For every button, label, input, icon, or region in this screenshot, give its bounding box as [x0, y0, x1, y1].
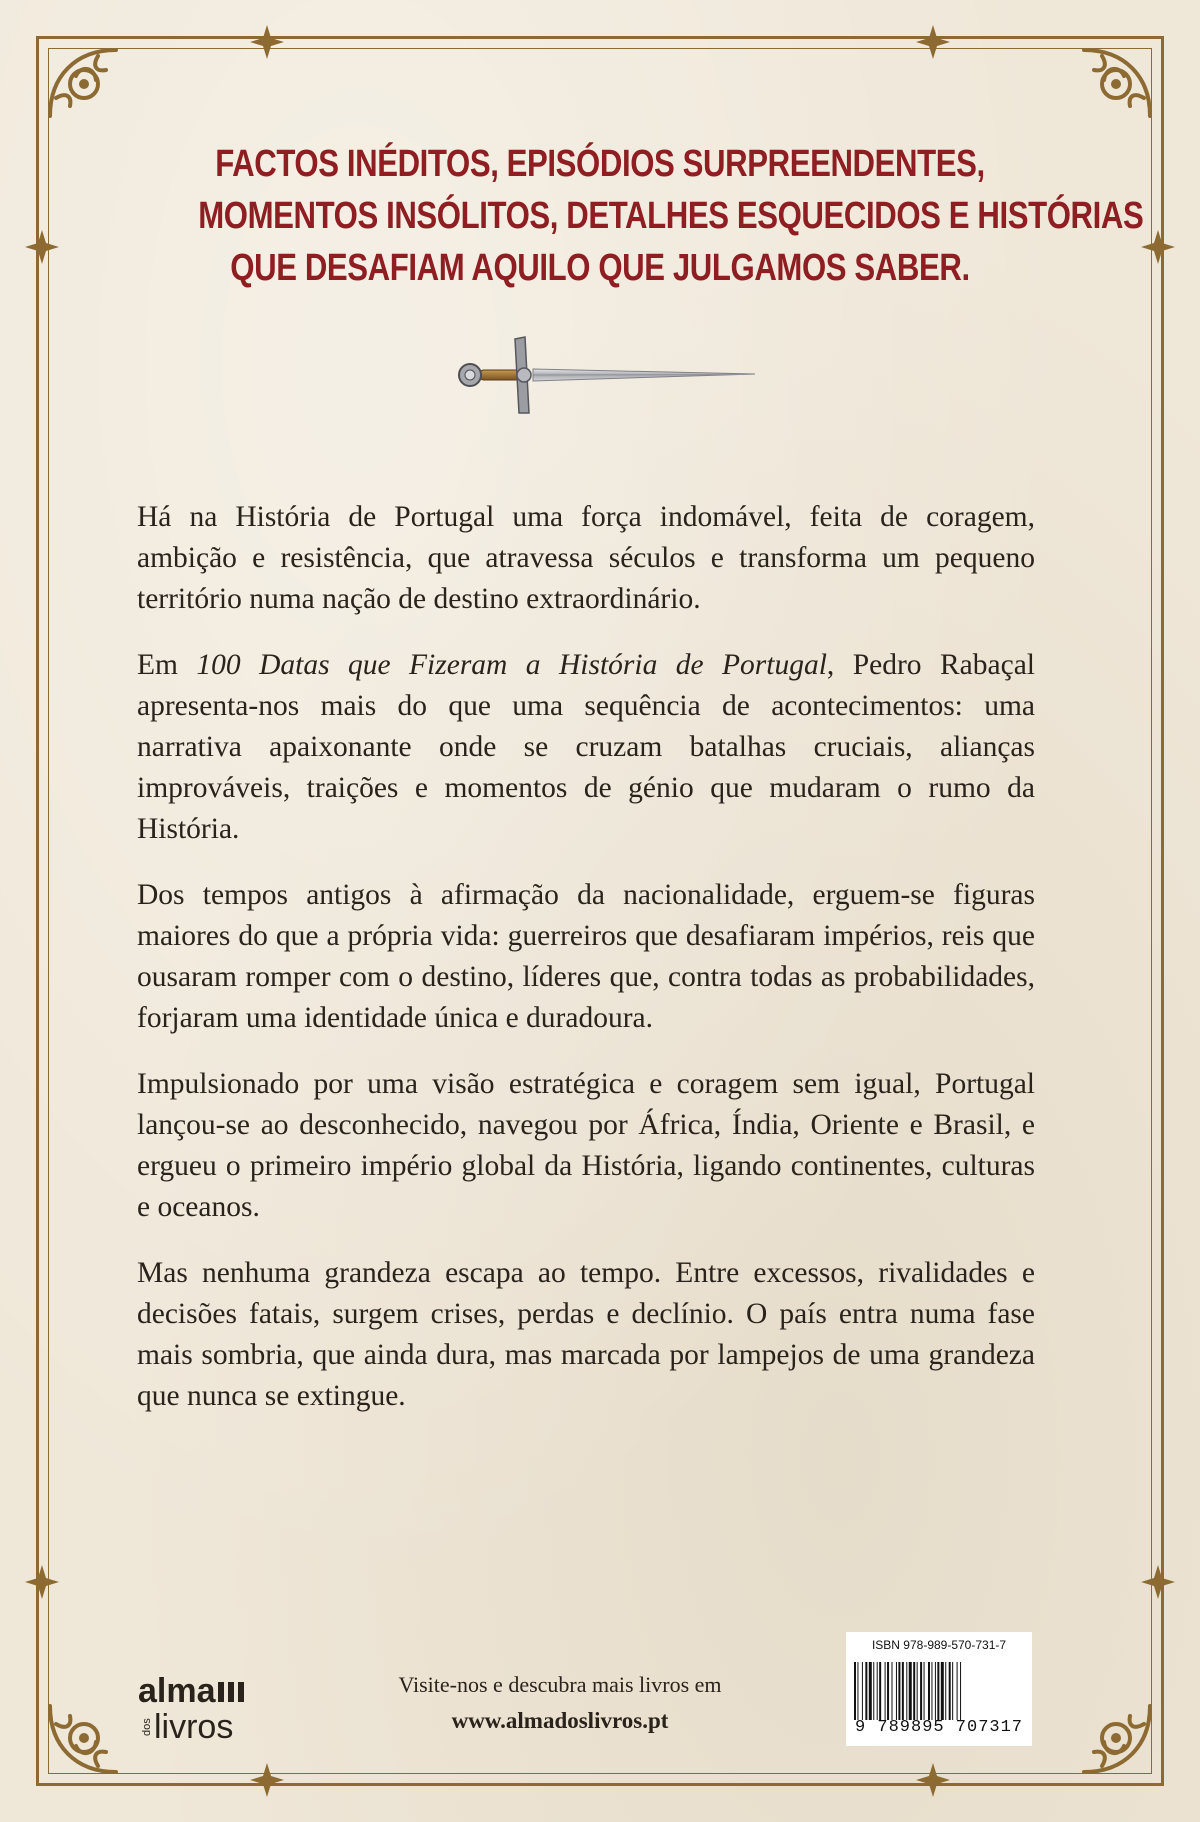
barcode-bar [937, 1662, 939, 1720]
barcode-bar [857, 1662, 858, 1720]
barcode-bar [909, 1662, 912, 1720]
barcode-bar [892, 1662, 893, 1720]
barcode-digits: 9 789895 707317 [854, 1718, 1024, 1737]
logo-word-side: dos [141, 1718, 153, 1736]
headline-line-2: MOMENTOS INSÓLITOS, DETALHES ESQUECIDOS E HISTÓRIAS [198, 195, 1144, 237]
logo-word-top: alma [138, 1672, 216, 1710]
barcode-bar [898, 1662, 900, 1720]
barcode-bar [924, 1662, 925, 1720]
barcode-bar [896, 1662, 897, 1720]
corner-flourish-top-left [36, 36, 132, 132]
paragraph-1: Há na História de Portugal uma força indomável, feita de coragem, ambição e resistência, que atravessa séculos e transforma um pequeno território numa nação de destino extraordinário. [137, 501, 1035, 615]
star-ornament-right-bottom [1141, 1565, 1175, 1599]
visit-text: Visite-nos e descubra mais livros em [398, 1672, 722, 1697]
website-info [350, 1667, 770, 1739]
corner-flourish-bottom-right [1068, 1690, 1164, 1786]
barcode-bar [879, 1662, 881, 1720]
back-cover-blurb [137, 497, 1035, 1442]
headline [198, 138, 1144, 294]
paragraph-4: Impulsionado por uma visão estratégica e coragem sem igual, Portugal lançou-se ao desconhecido, navegou por África, Índia, Oriente e Brasil, e ergueu o primeiro império global da História, ligando continentes, culturas e oceanos. [137, 1068, 1035, 1223]
corner-flourish-bottom-left [36, 1690, 132, 1786]
barcode-bar [928, 1662, 930, 1720]
barcode-bar [941, 1662, 944, 1720]
star-ornament-left-bottom [25, 1565, 59, 1599]
publisher-logo [138, 1672, 253, 1742]
logo-word-bottom: livros [154, 1708, 234, 1742]
barcode-bar [945, 1662, 946, 1720]
paragraph-2: Em 100 Datas que Fizeram a História de Portugal, Pedro Rabaçal apresenta-nos mais do que uma sequência de acontecimentos: uma narrativa apaixonante onde se cruzam batalhas cruciais, alianças improváveis, traições e momentos de génio que mudaram o rumo da História. [137, 649, 1035, 845]
headline-line-1: FACTOS INÉDITOS, EPISÓDIOS SURPREENDENTES, [215, 143, 985, 185]
barcode-bars [854, 1662, 1024, 1720]
barcode-bar [873, 1662, 874, 1720]
star-ornament-left-top [25, 230, 59, 264]
barcode-bar [869, 1662, 872, 1720]
corner-flourish-top-right [1068, 36, 1164, 132]
barcode-bar [877, 1662, 878, 1720]
barcode-bar [917, 1662, 918, 1720]
isbn-barcode [846, 1632, 1032, 1746]
barcode-bar [902, 1662, 904, 1720]
paragraph-5: Mas nenhuma grandeza escapa ao tempo. Entre excessos, rivalidades e decisões fatais, surgem crises, perdas e declínio. O país entra numa fase mais sombria, que ainda dura, mas marcada por lampejos de uma grandeza que nunca se extingue. [137, 1257, 1035, 1412]
barcode-bar [920, 1662, 922, 1720]
barcode-bar [885, 1662, 886, 1720]
barcode-bar [931, 1662, 932, 1720]
star-ornament-top-right [916, 25, 950, 59]
paragraph-3: Dos tempos antigos à afirmação da nacionalidade, erguem-se figuras maiores do que a própria vida: guerreiros que desafiaram impérios, reis que ousaram romper com o destino, líderes que, contra todas as probabilidades, forjaram uma identidade única e duradoura. [137, 879, 1035, 1034]
barcode-bar [935, 1662, 936, 1720]
barcode-bar [906, 1662, 907, 1720]
barcode-bar [862, 1662, 863, 1720]
barcode-bar [949, 1662, 951, 1720]
star-ornament-bottom-left [250, 1763, 284, 1797]
headline-line-3: QUE DESAFIAM AQUILO QUE JULGAMOS SABER. [230, 247, 970, 289]
star-ornament-top-left [250, 25, 284, 59]
book-title: 100 Datas que Fizeram a História de Portugal [196, 649, 827, 681]
barcode-bar [854, 1662, 856, 1720]
barcode-bar [960, 1662, 961, 1720]
sword-illustration [455, 335, 760, 415]
star-ornament-bottom-right [916, 1763, 950, 1797]
barcode-bar [913, 1662, 915, 1720]
website-link[interactable]: www.almadoslivros.pt [451, 1708, 669, 1733]
barcode-bar [952, 1662, 953, 1720]
barcode-bar [957, 1662, 958, 1720]
barcode-bar [865, 1662, 867, 1720]
isbn-label: ISBN 978-989-570-731-7 [871, 1638, 1007, 1652]
barcode-bar [887, 1662, 889, 1720]
star-ornament-right-top [1141, 230, 1175, 264]
